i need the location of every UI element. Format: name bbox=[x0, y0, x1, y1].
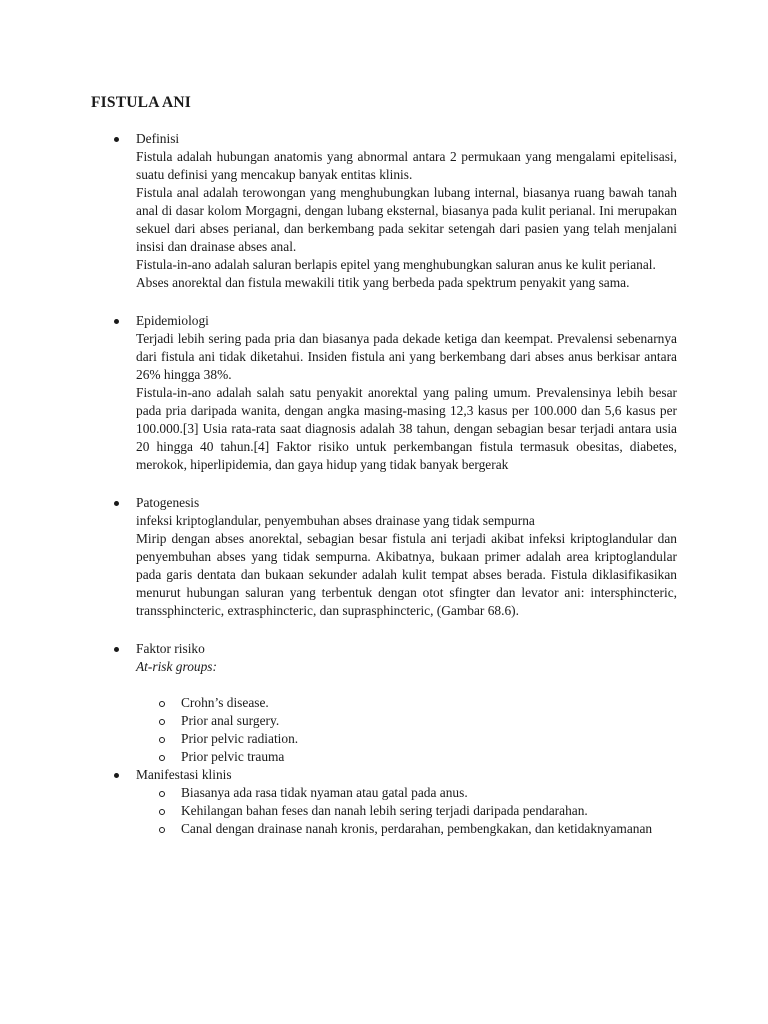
risk-group-list bbox=[0, 694, 768, 766]
circle-bullet-icon bbox=[159, 827, 165, 833]
section-epidemiologi bbox=[0, 312, 768, 474]
paragraph: Mirip dengan abses anorektal, sebagian besar fistula ani terjadi akibat infeksi kriptoglandular dan penyembuhan abses yang tidak sempurna. Akibatnya, bukaan primer adalah area kriptoglandular pada garis dentata dan bukaan sekunder adalah kulit tempat abses berada. Fistula diklasifikasikan menurut hubungan saluran yang terbentuk dengan otot sfingter dan levator ani: intersphincteric, transsphincteric, extrasphincteric, dan suprasphincteric, (Gambar 68.6). bbox=[136, 531, 677, 618]
paragraph: Fistula-in-ano adalah saluran berlapis epitel yang menghubungkan saluran anus ke kulit perianal. bbox=[136, 257, 656, 272]
list-item: Canal dengan drainase nanah kronis, perdarahan, pembengkakan, dan ketidaknyamanan bbox=[181, 820, 677, 838]
circle-bullet-icon bbox=[159, 701, 165, 707]
circle-bullet-icon bbox=[159, 755, 165, 761]
paragraph: infeksi kriptoglandular, penyembuhan abses drainase yang tidak sempurna bbox=[136, 513, 535, 528]
list-item: Crohn’s disease. bbox=[181, 694, 677, 712]
section-heading: Patogenesis bbox=[136, 495, 200, 510]
paragraph: Abses anorektal dan fistula mewakili titik yang berbeda pada spektrum penyakit yang sama. bbox=[136, 275, 630, 290]
bullet-icon bbox=[114, 647, 119, 652]
symptom-list bbox=[0, 784, 768, 838]
bullet-icon bbox=[114, 773, 119, 778]
list-item: Biasanya ada rasa tidak nyaman atau gatal pada anus. bbox=[181, 784, 677, 802]
paragraph: Fistula anal adalah terowongan yang menghubungkan lubang internal, biasanya ruang bawah tanah anal di dasar kolom Morgagni, dengan lubang eksternal, biasanya pada kulit perianal. Ini merupakan sekuel dari abses perianal, dan berkembang pada sekitar setengah dari pasien yang telah menjalani insisi dan drainase abses anal. bbox=[136, 185, 677, 254]
bullet-icon bbox=[114, 137, 119, 142]
circle-bullet-icon bbox=[159, 791, 165, 797]
list-item: Prior pelvic radiation. bbox=[181, 730, 677, 748]
paragraph: Fistula adalah hubungan anatomis yang abnormal antara 2 permukaan yang mengalami epitelisasi, suatu definisi yang mencakup banyak entitas klinis. bbox=[136, 149, 677, 182]
document-title: FISTULA ANI bbox=[91, 94, 191, 111]
list-item: Prior anal surgery. bbox=[181, 712, 677, 730]
section-heading: Definisi bbox=[136, 131, 180, 146]
list-item: Prior pelvic trauma bbox=[181, 748, 677, 766]
section-patogenesis bbox=[0, 494, 768, 620]
paragraph: Fistula-in-ano adalah salah satu penyakit anorektal yang paling umum. Prevalensinya lebih besar pada pria daripada wanita, dengan angka masing-masing 12,3 kasus per 100.000 dan 5,6 kasus per 100.000.[3] Usia rata-rata saat diagnosis adalah 38 tahun, dengan sebagian besar terjadi antara usia 20 hingga 40 tahun.[4] Faktor risiko untuk perkembangan fistula termasuk obesitas, diabetes, merokok, hiperlipidemia, dan gaya hidup yang tidak banyak bergerak bbox=[136, 385, 677, 472]
section-faktor-risiko bbox=[0, 640, 768, 766]
section-heading: Faktor risiko bbox=[136, 641, 205, 656]
section-manifestasi-klinis bbox=[0, 766, 768, 838]
subheading: At-risk groups: bbox=[136, 659, 217, 674]
section-heading: Manifestasi klinis bbox=[136, 767, 232, 782]
section-heading: Epidemiologi bbox=[136, 313, 209, 328]
bullet-icon bbox=[114, 319, 119, 324]
bullet-icon bbox=[114, 501, 119, 506]
list-item: Kehilangan bahan feses dan nanah lebih sering terjadi daripada pendarahan. bbox=[181, 802, 677, 820]
section-definisi bbox=[0, 130, 768, 292]
section-list bbox=[0, 130, 768, 838]
circle-bullet-icon bbox=[159, 719, 165, 725]
paragraph: Terjadi lebih sering pada pria dan biasanya pada dekade ketiga dan keempat. Prevalensi sebenarnya dari fistula ani tidak diketahui. Insiden fistula ani yang berkembang dari abses anus berkisar antara 26% hingga 38%. bbox=[136, 331, 677, 382]
circle-bullet-icon bbox=[159, 809, 165, 815]
circle-bullet-icon bbox=[159, 737, 165, 743]
